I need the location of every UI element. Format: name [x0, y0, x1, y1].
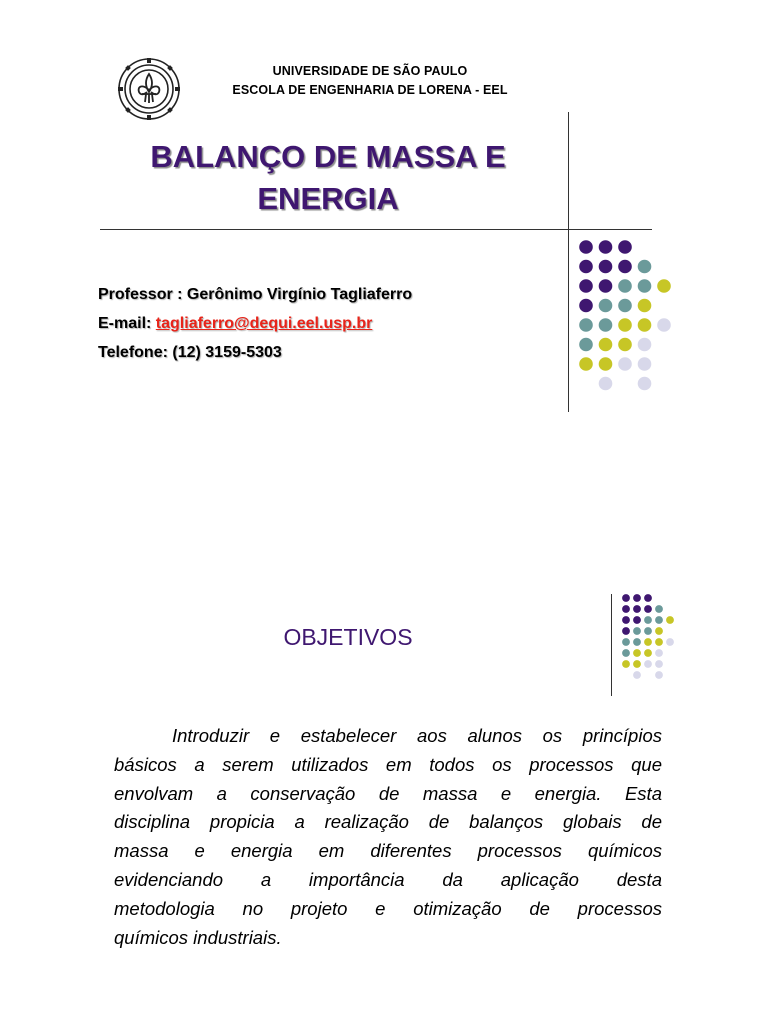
- horizontal-divider: [100, 229, 652, 230]
- paragraph-line: Introduzir e estabelecer aos alunos os princípios: [172, 725, 662, 746]
- decorative-dot: [599, 318, 613, 332]
- decorative-dot: [644, 594, 652, 602]
- decorative-dot: [618, 338, 632, 352]
- decorative-dot: [655, 605, 663, 613]
- decorative-dot: [622, 616, 630, 624]
- decorative-dot: [618, 260, 632, 274]
- decorative-dot: [579, 260, 593, 274]
- decorative-dot: [599, 260, 613, 274]
- decorative-dot: [655, 649, 663, 657]
- decorative-dot: [579, 338, 593, 352]
- decorative-dot: [644, 605, 652, 613]
- paragraph-line: evidenciando a importância da aplicação desta: [114, 868, 662, 890]
- decorative-dot: [644, 616, 652, 624]
- decorative-dot: [655, 616, 663, 624]
- decorative-dot: [638, 338, 652, 352]
- decorative-dot: [633, 616, 641, 624]
- decorative-dot: [622, 649, 630, 657]
- professor-name: Professor : Gerônimo Virgínio Tagliaferro: [98, 286, 413, 303]
- school-name: ESCOLA DE ENGENHARIA DE LORENA - EEL: [232, 83, 508, 97]
- title-line-2: ENERGIA: [257, 181, 399, 216]
- document-title: [100, 136, 556, 220]
- decorative-dot: [579, 299, 593, 313]
- decorative-dot: [579, 357, 593, 371]
- decorative-dot: [633, 594, 641, 602]
- paragraph-line: disciplina propicia a realização de balanços globais de: [114, 811, 662, 833]
- decorative-dot: [633, 627, 641, 635]
- decorative-dot: [633, 638, 641, 646]
- decorative-dot: [599, 299, 613, 313]
- vertical-divider-top: [568, 112, 569, 412]
- decorative-dot: [618, 240, 632, 254]
- decorative-dot: [655, 638, 663, 646]
- email-label: E-mail:: [98, 315, 152, 332]
- decorative-dot: [644, 649, 652, 657]
- decorative-dot: [618, 299, 632, 313]
- decorative-dot: [622, 660, 630, 668]
- paragraph-line: metodologia no projeto e otimização de processos: [114, 897, 662, 919]
- paragraph-line: envolvam a conservação de massa e energia. Esta: [114, 782, 662, 804]
- decorative-dot: [638, 377, 652, 391]
- objectives-heading: OBJETIVOS: [283, 624, 413, 650]
- decorative-dot: [618, 357, 632, 371]
- vertical-divider-bottom: [611, 594, 612, 696]
- decorative-dot: [644, 638, 652, 646]
- decorative-dot: [638, 279, 652, 293]
- decorative-dot: [644, 660, 652, 668]
- decorative-dot: [599, 377, 613, 391]
- decorative-dot: [633, 671, 641, 679]
- decorative-dot: [666, 616, 674, 624]
- decorative-dot-grid-small: [614, 590, 684, 686]
- paragraph-line: químicos industriais.: [114, 926, 282, 948]
- decorative-dot: [633, 660, 641, 668]
- decorative-dot: [579, 318, 593, 332]
- decorative-dot: [657, 318, 671, 332]
- decorative-dot: [638, 299, 652, 313]
- decorative-dot: [655, 660, 663, 668]
- decorative-dot: [599, 240, 613, 254]
- decorative-dot: [618, 279, 632, 293]
- decorative-dot: [622, 627, 630, 635]
- objectives-paragraph: [114, 722, 662, 952]
- university-seal-icon: [116, 56, 182, 122]
- decorative-dot: [622, 605, 630, 613]
- decorative-dot: [579, 279, 593, 293]
- decorative-dot: [655, 627, 663, 635]
- decorative-dot: [638, 318, 652, 332]
- decorative-dot: [638, 260, 652, 274]
- decorative-dot: [618, 318, 632, 332]
- decorative-dot: [599, 279, 613, 293]
- decorative-dot: [579, 240, 593, 254]
- decorative-dot: [633, 605, 641, 613]
- paragraph-line: básicos a serem utilizados em todos os processos que: [114, 753, 662, 775]
- decorative-dot: [633, 649, 641, 657]
- decorative-dot: [622, 638, 630, 646]
- decorative-dot: [599, 338, 613, 352]
- paragraph-line: massa e energia em diferentes processos químicos: [114, 840, 662, 862]
- decorative-dot: [655, 671, 663, 679]
- decorative-dot: [657, 279, 671, 293]
- title-line-1: BALANÇO DE MASSA E: [150, 139, 506, 174]
- decorative-dot: [644, 627, 652, 635]
- decorative-dot-grid-large: [570, 236, 680, 392]
- decorative-dot: [622, 594, 630, 602]
- email-line: [98, 315, 372, 333]
- university-name: UNIVERSIDADE DE SÃO PAULO: [272, 64, 468, 78]
- decorative-dot: [599, 357, 613, 371]
- email-link[interactable]: tagliaferro@dequi.eel.usp.br: [155, 315, 373, 332]
- decorative-dot: [638, 357, 652, 371]
- decorative-dot: [666, 638, 674, 646]
- phone-number: Telefone: (12) 3159-5303: [98, 344, 282, 361]
